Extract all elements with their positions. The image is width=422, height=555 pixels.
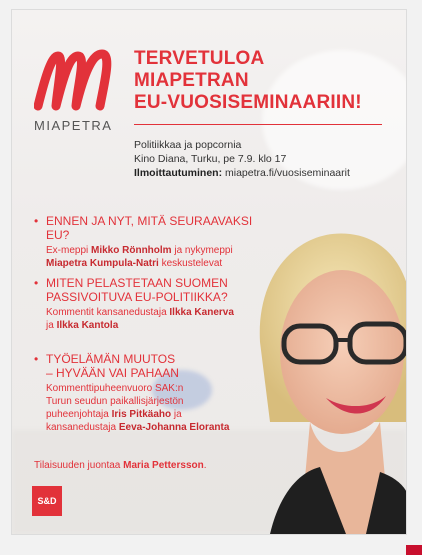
host-line: [34, 460, 207, 471]
info-line: Kino Diana, Turku, pe 7.9. klo 17: [134, 153, 287, 165]
body-line: [46, 382, 274, 395]
person-name: Ilkka Kantola: [56, 320, 119, 331]
bullet-icon: •: [34, 214, 39, 228]
section-title-line: TYÖELÄMÄN MUUTOS: [46, 352, 176, 366]
body-line: [46, 421, 274, 434]
section-title: [34, 214, 274, 242]
logo-text: MIAPETRA: [34, 118, 113, 133]
body-text: Kommenttipuheenvuoro SAK:n: [46, 383, 184, 394]
section-title: [34, 352, 274, 380]
program-section: [34, 276, 274, 332]
section-title: [34, 276, 274, 304]
section-body: [34, 382, 274, 434]
sd-party-logo: S&D: [32, 486, 62, 516]
headline-line: EU-VUOSISEMINAARIIN!: [134, 92, 362, 113]
body-text: ja: [171, 409, 182, 420]
section-body: [34, 306, 274, 332]
bullet-icon: •: [34, 352, 39, 366]
body-text: Ex-meppi: [46, 245, 92, 256]
body-line: [46, 395, 274, 408]
portrait-photo: [250, 222, 406, 534]
section-title-line: – HYVÄÄN VAI PAHAAN: [46, 366, 179, 380]
headline-line: TERVETULOA: [134, 48, 265, 69]
person-name: Ilkka Kanerva: [169, 307, 234, 318]
person-name: Iris Pitkäaho: [111, 409, 172, 420]
bullet-icon: •: [34, 276, 39, 290]
body-text: Turun seudun paikallisjärjestön: [46, 396, 184, 407]
host-suffix: .: [203, 460, 207, 471]
body-line: [46, 306, 274, 319]
event-flyer: [12, 10, 406, 534]
body-text: kansanedustaja: [46, 422, 119, 433]
section-title-line: ENNEN JA NYT, MITÄ SEURAAVAKSI EU?: [46, 214, 253, 242]
miapetra-m-logo-icon: [34, 44, 116, 112]
body-line: [46, 257, 274, 270]
host-name: Maria Pettersson: [123, 460, 204, 471]
divider: [134, 124, 382, 125]
person-name: Eeva-Johanna Eloranta: [118, 422, 230, 433]
body-text: ja nykymeppi: [171, 245, 233, 256]
corner-mark: [406, 545, 422, 555]
body-line: [46, 408, 274, 421]
person-name: Miapetra Kumpula-Natri: [46, 258, 159, 269]
section-body: [34, 244, 274, 270]
registration-label: Ilmoittautuminen:: [134, 167, 223, 179]
body-text: puheenjohtaja: [46, 409, 112, 420]
body-line: [46, 244, 274, 257]
registration-line: [134, 166, 394, 180]
body-text: keskustelevat: [158, 258, 223, 269]
registration-url: miapetra.fi/vuosiseminaarit: [222, 167, 350, 179]
person-name: Mikko Rönnholm: [91, 245, 172, 256]
event-info: [134, 138, 394, 180]
section-title-line: PASSIVOITUVA EU-POLITIIKKA?: [46, 290, 228, 304]
body-line: [46, 319, 274, 332]
host-prefix: Tilaisuuden juontaa: [34, 460, 124, 471]
body-text: ja: [46, 320, 57, 331]
program-section: [34, 214, 274, 270]
section-title-line: MITEN PELASTETAAN SUOMEN: [46, 276, 228, 290]
info-line: Politiikkaa ja popcornia: [134, 139, 242, 151]
program-section: [34, 352, 274, 434]
headline-line: MIAPETRAN: [134, 70, 249, 91]
body-text: Kommentit kansanedustaja: [46, 307, 170, 318]
headline: [134, 48, 384, 114]
